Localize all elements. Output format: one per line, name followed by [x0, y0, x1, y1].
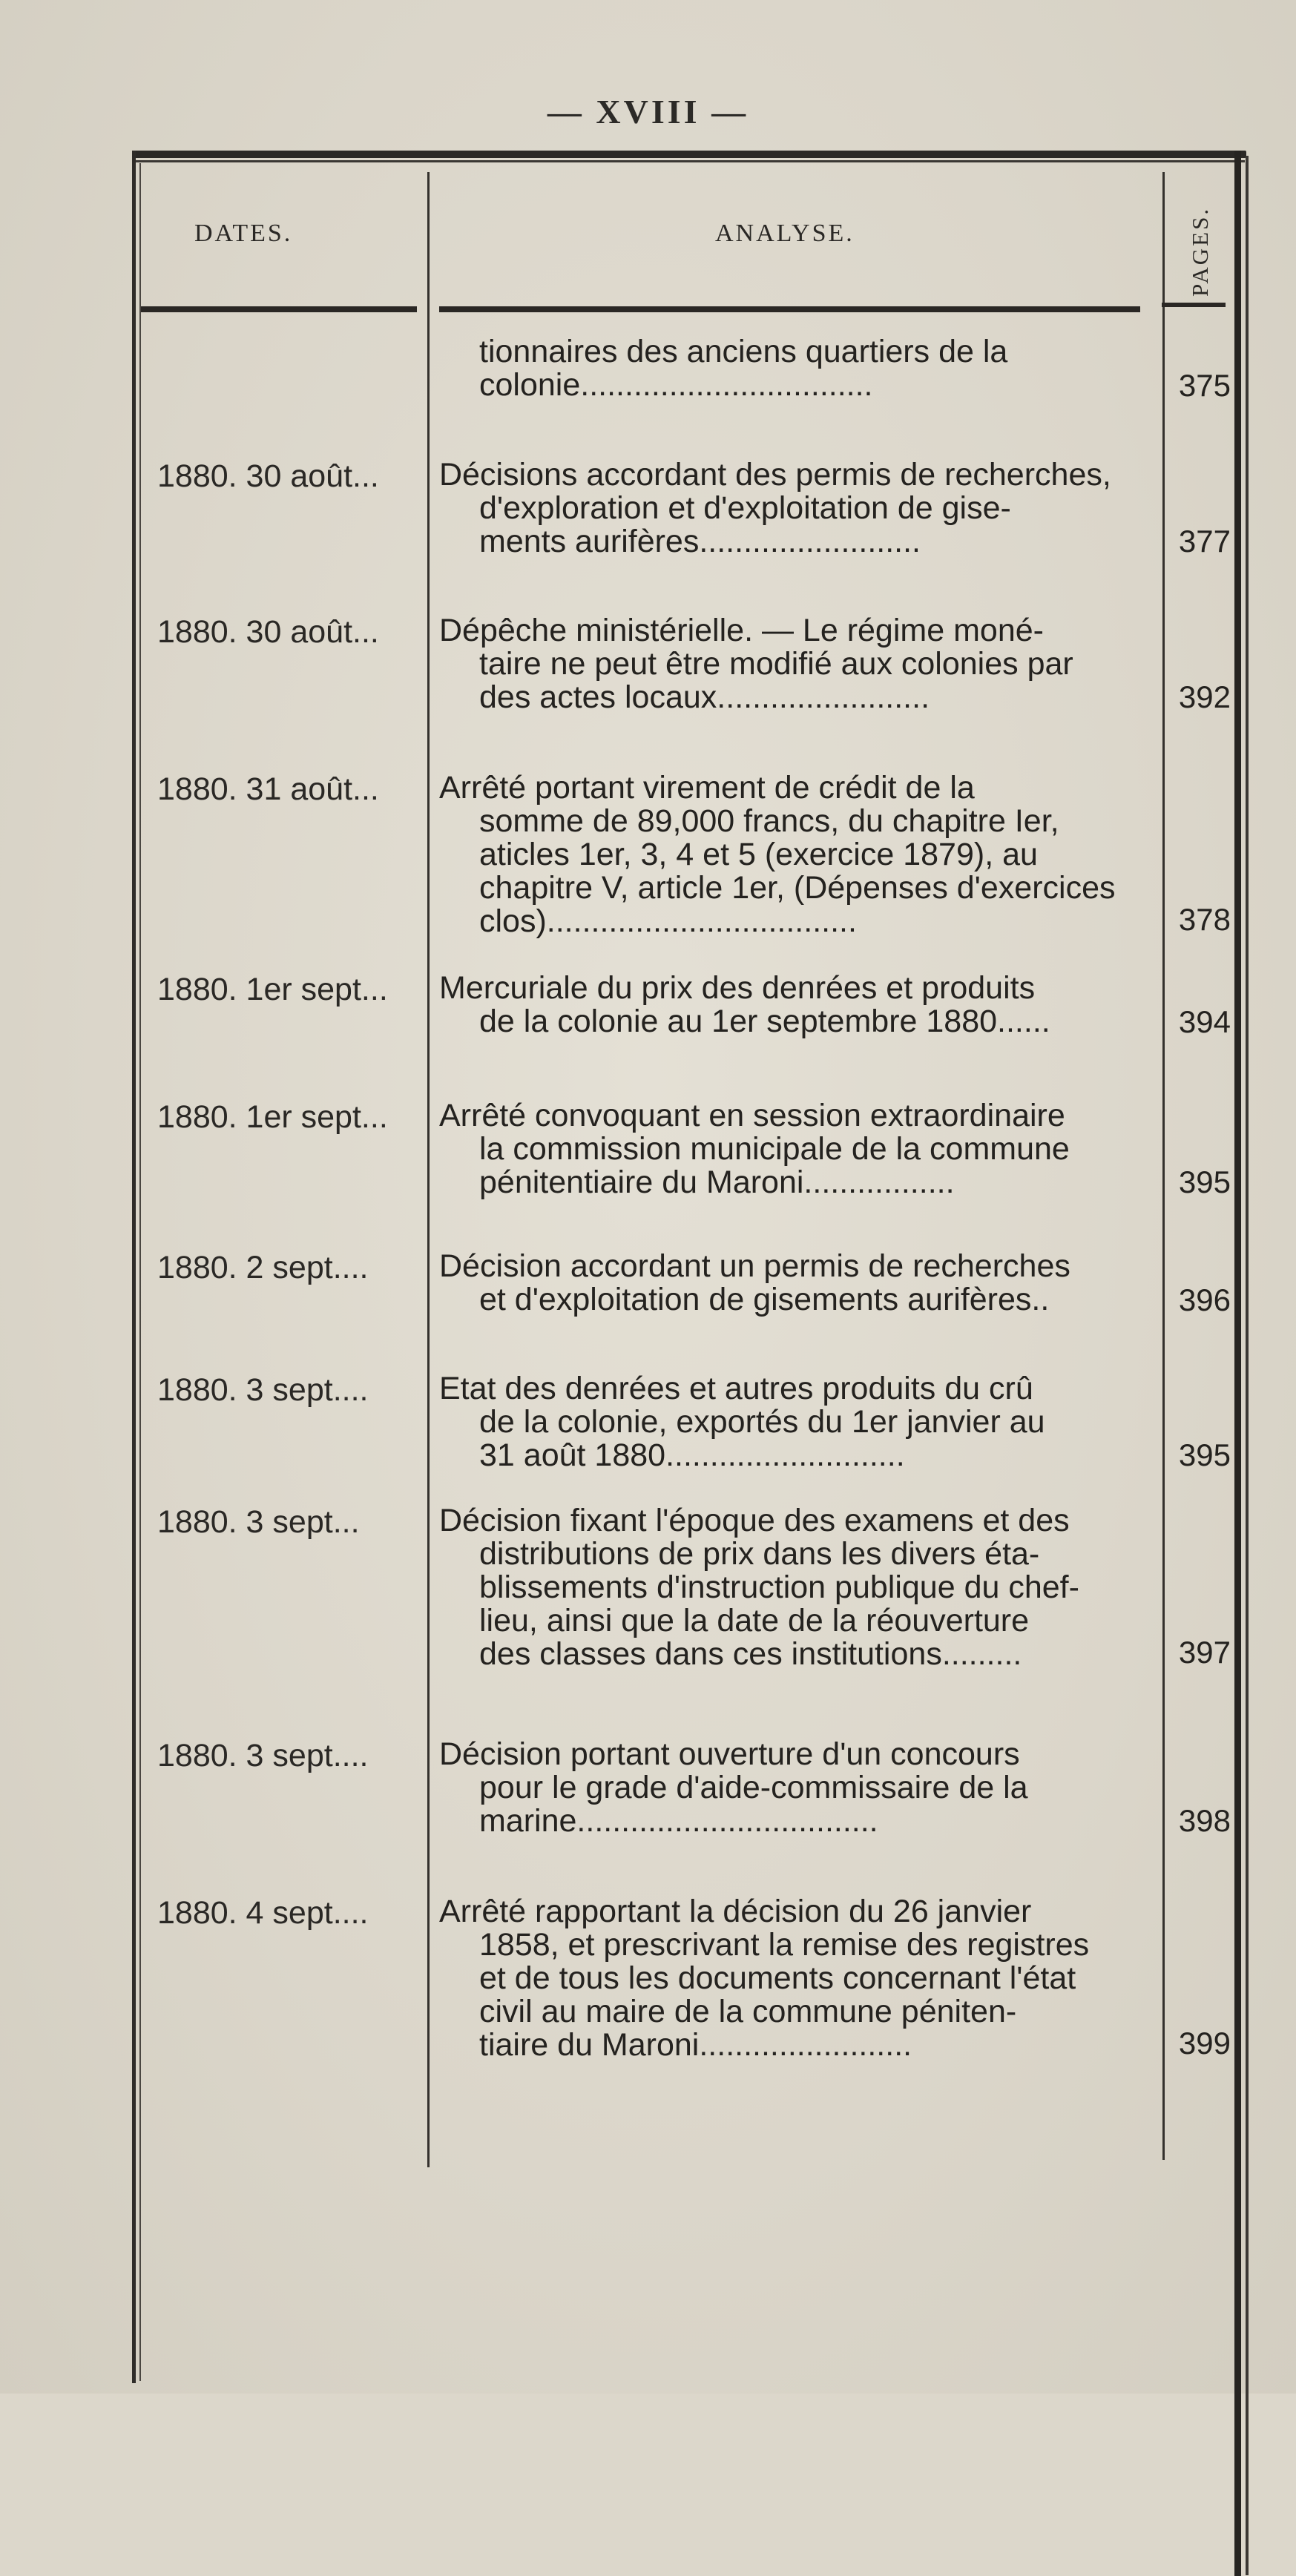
header-rule-analyse	[439, 306, 1140, 312]
analysis-line: 1858, et prescrivant la remise des registres	[479, 1928, 1090, 1962]
entry-analysis	[439, 1895, 1144, 2062]
table-right-border	[1234, 151, 1241, 2576]
entry-page-number: 377	[1178, 524, 1231, 559]
entry-analysis	[439, 1099, 1144, 1199]
table-top-border	[132, 151, 1246, 158]
analysis-line: ments aurifères.........................	[479, 525, 921, 559]
analysis-line: aticles 1er, 3, 4 et 5 (exercice 1879), au	[479, 838, 1038, 872]
entry-page-number: 394	[1178, 1004, 1231, 1039]
analysis-line: de la colonie, exportés du 1er janvier au	[479, 1406, 1045, 1439]
entry-date: 1880. 1er sept...	[157, 1099, 388, 1135]
analysis-line: clos)...................................	[479, 905, 857, 938]
entry-date: 1880. 31 août...	[157, 771, 379, 807]
entry-analysis	[439, 335, 1144, 402]
analysis-line: d'exploration et d'exploitation de gise-	[479, 492, 1011, 525]
running-head: — XVIII —	[547, 93, 749, 131]
analysis-line: Arrêté convoquant en session extraordinaire	[439, 1099, 1065, 1133]
analysis-line: Arrêté rapportant la décision du 26 janvier	[439, 1895, 1032, 1928]
header-rule-pages	[1162, 303, 1226, 307]
table-right-border-outer	[1246, 156, 1249, 2575]
analysis-line: marine..................................	[479, 1805, 878, 1838]
entry-date: 1880. 3 sept....	[157, 1372, 369, 1408]
analysis-line: Mercuriale du prix des denrées et produits	[439, 972, 1036, 1005]
analysis-line: chapitre V, article 1er, (Dépenses d'exercices	[479, 872, 1116, 905]
analysis-line: Arrêté portant virement de crédit de la	[439, 771, 975, 805]
entry-date: 1880. 2 sept....	[157, 1250, 369, 1285]
analysis-line: des actes locaux........................	[479, 681, 930, 714]
entry-analysis	[439, 771, 1144, 938]
entry-analysis	[439, 972, 1144, 1038]
analysis-line: et d'exploitation de gisements aurifères..	[479, 1283, 1050, 1317]
analysis-line: tiaire du Maroni........................	[479, 2029, 912, 2062]
entry-date: 1880. 3 sept...	[157, 1504, 360, 1540]
entry-date: 1880. 30 août...	[157, 614, 379, 650]
analysis-line: des classes dans ces institutions.........	[479, 1638, 1022, 1671]
analysis-line: somme de 89,000 francs, du chapitre Ier,	[479, 805, 1059, 838]
entry-analysis	[439, 1504, 1144, 1671]
entry-page-number: 395	[1178, 1437, 1231, 1472]
entry-page-number: 398	[1178, 1803, 1231, 1838]
entry-page-number: 396	[1178, 1282, 1231, 1317]
table-left-inner-border	[139, 163, 141, 2381]
analysis-line: pour le grade d'aide-commissaire de la	[479, 1771, 1028, 1805]
analysis-line: de la colonie au 1er septembre 1880......	[479, 1005, 1050, 1038]
header-pages: PAGES.	[1187, 206, 1213, 297]
table-left-border	[132, 151, 136, 2383]
header-analyse: ANALYSE.	[715, 220, 855, 247]
table-top-border-inner	[135, 160, 1245, 162]
analysis-line: blissements d'instruction publique du chef-	[479, 1571, 1079, 1604]
column-rule-pages	[1162, 172, 1165, 2160]
analysis-line: civil au maire de la commune péniten-	[479, 1995, 1017, 2029]
header-rule-dates	[141, 306, 417, 312]
entry-date: 1880. 1er sept...	[157, 972, 388, 1007]
analysis-line: Décision accordant un permis de recherches	[439, 1250, 1070, 1283]
entry-page-number: 395	[1178, 1165, 1231, 1199]
entry-page-number: 375	[1178, 368, 1231, 403]
analysis-line: et de tous les documents concernant l'état	[479, 1962, 1076, 1995]
entry-analysis	[439, 458, 1144, 559]
entry-page-number: 378	[1178, 902, 1231, 937]
header-dates: DATES.	[194, 220, 293, 247]
analysis-line: Etat des denrées et autres produits du crû	[439, 1372, 1033, 1406]
analysis-line: la commission municipale de la commune	[479, 1133, 1070, 1166]
analysis-line: tionnaires des anciens quartiers de la	[479, 335, 1008, 369]
analysis-line: Décision portant ouverture d'un concours	[439, 1738, 1020, 1771]
entry-date: 1880. 3 sept....	[157, 1738, 369, 1773]
entry-analysis	[439, 1250, 1144, 1317]
entry-analysis	[439, 1372, 1144, 1472]
analysis-line: lieu, ainsi que la date de la réouverture	[479, 1604, 1030, 1638]
analysis-line: pénitentiaire du Maroni.................	[479, 1166, 955, 1199]
entry-date: 1880. 30 août...	[157, 458, 379, 494]
entry-analysis	[439, 1738, 1144, 1838]
analysis-line: colonie.................................	[479, 369, 873, 402]
analysis-line: Décisions accordant des permis de recherches,	[439, 458, 1111, 492]
analysis-line: distributions de prix dans les divers éta-	[479, 1538, 1040, 1571]
analysis-line: Dépêche ministérielle. — Le régime moné-	[439, 614, 1044, 648]
entry-page-number: 399	[1178, 2026, 1231, 2061]
analysis-line: taire ne peut être modifié aux colonies par	[479, 648, 1073, 681]
entry-analysis	[439, 614, 1144, 714]
column-rule-dates	[427, 172, 430, 2167]
analysis-line: Décision fixant l'époque des examens et des	[439, 1504, 1070, 1538]
entry-page-number: 397	[1178, 1635, 1231, 1670]
analysis-line: 31 août 1880...........................	[479, 1439, 905, 1472]
entry-page-number: 392	[1178, 679, 1231, 714]
entry-date: 1880. 4 sept....	[157, 1895, 369, 1931]
